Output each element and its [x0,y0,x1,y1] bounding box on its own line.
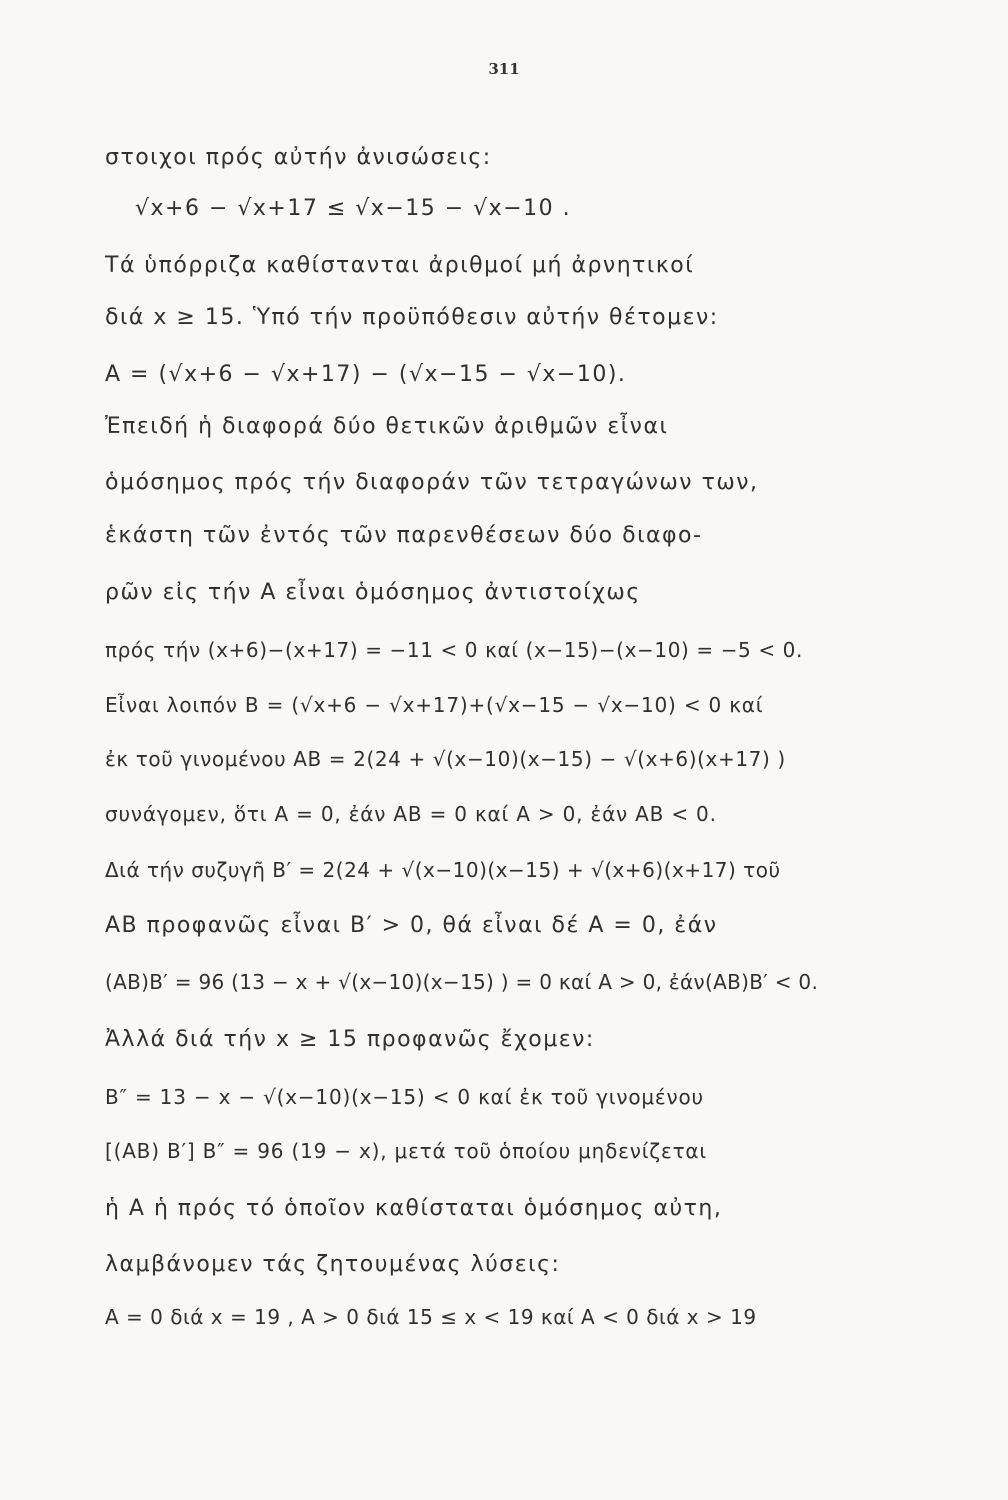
formula-line [105,970,818,994]
line-text: λαμβάνομεν τάς ζητουμένας λύσεις: [105,1252,561,1277]
text-line [105,580,641,605]
line-text: √x+6 − √x+17 ≤ √x−15 − √x−10 . [135,196,572,221]
line-text: ἑκάστη τῶν ἐντός τῶν παρενθέσεων δύο διαφο- [105,523,703,548]
formula-line [105,638,803,662]
text-line [105,1252,560,1277]
formula-line [105,1139,707,1163]
line-text: Διά τήν συζυγῆ B′ = 2(24 + √(x−10)(x−15) + √(x+6)(x+17) τοῦ [105,858,781,882]
page-number: 311 [488,60,520,78]
line-text: A = 0 διά x = 19 , A > 0 διά 15 ≤ x < 19 καί A < 0 διά x > 19 [105,1305,757,1329]
formula-line [105,693,763,717]
formula-line [105,362,626,387]
formula-line [105,1305,757,1329]
line-text: πρός τήν (x+6)−(x+17) = −11 < 0 καί (x−15)−(x−10) = −5 < 0. [105,638,803,662]
line-text: στοιχοι πρός αὐτήν ἀνισώσεις: [105,145,492,170]
line-text: διά x ≥ 15. Ὑπό τήν προϋπόθεσιν αὐτήν θέτομεν: [105,305,719,330]
line-text: Ἐπειδή ἡ διαφορά δύο θετικῶν ἀριθμῶν εἶναι [105,414,669,439]
line-text: B″ = 13 − x − √(x−10)(x−15) < 0 καί ἐκ τοῦ γινομένου [105,1085,704,1109]
text-line [105,414,668,439]
line-text: Τά ὑπόρριζα καθίστανται ἀριθμοί μή ἀρνητικοί [105,253,695,278]
text-line [105,305,719,330]
text-line [105,1027,595,1052]
formula-line [105,1085,704,1109]
text-line [105,145,492,170]
line-text: A = (√x+6 − √x+17) − (√x−15 − √x−10). [105,362,627,387]
text-line [105,253,694,278]
line-text: ἡ A ἡ πρός τό ὁποῖον καθίσταται ὁμόσημος αὐτη, [105,1196,723,1221]
line-text: AB προφανῶς εἶναι B′ > 0, θά εἶναι δέ A = 0, ἐάν [105,913,718,938]
text-line [105,523,702,548]
line-text: ρῶν εἰς τήν A εἶναι ὁμόσημος ἀντιστοίχως [105,580,641,605]
line-text: (AB)B′ = 96 (13 − x + √(x−10)(x−15) ) = 0 καί A > 0, ἐάν(AB)B′ < 0. [105,970,819,994]
text-line [105,470,759,495]
line-text: Εἶναι λοιπόν B = (√x+6 − √x+17)+(√x−15 − √x−10) < 0 καί [105,693,764,717]
formula-line [105,802,717,826]
line-text: ὁμόσημος πρός τήν διαφοράν τῶν τετραγώνων των, [105,470,759,495]
line-text: συνάγομεν, ὅτι A = 0, ἐάν AB = 0 καί A > 0, ἐάν AB < 0. [105,802,717,826]
line-text: [(AB) B′] B″ = 96 (19 − x), μετά τοῦ ὁποίου μηδενίζεται [105,1139,707,1163]
formula-line [105,747,786,771]
text-line [105,913,718,938]
formula-line [135,196,571,221]
line-text: ἐκ τοῦ γινομένου AB = 2(24 + √(x−10)(x−15) − √(x+6)(x+17) ) [105,747,786,771]
line-text: Ἀλλά διά τήν x ≥ 15 προφανῶς ἔχομεν: [105,1027,595,1052]
formula-line [105,858,781,882]
text-line [105,1196,722,1221]
